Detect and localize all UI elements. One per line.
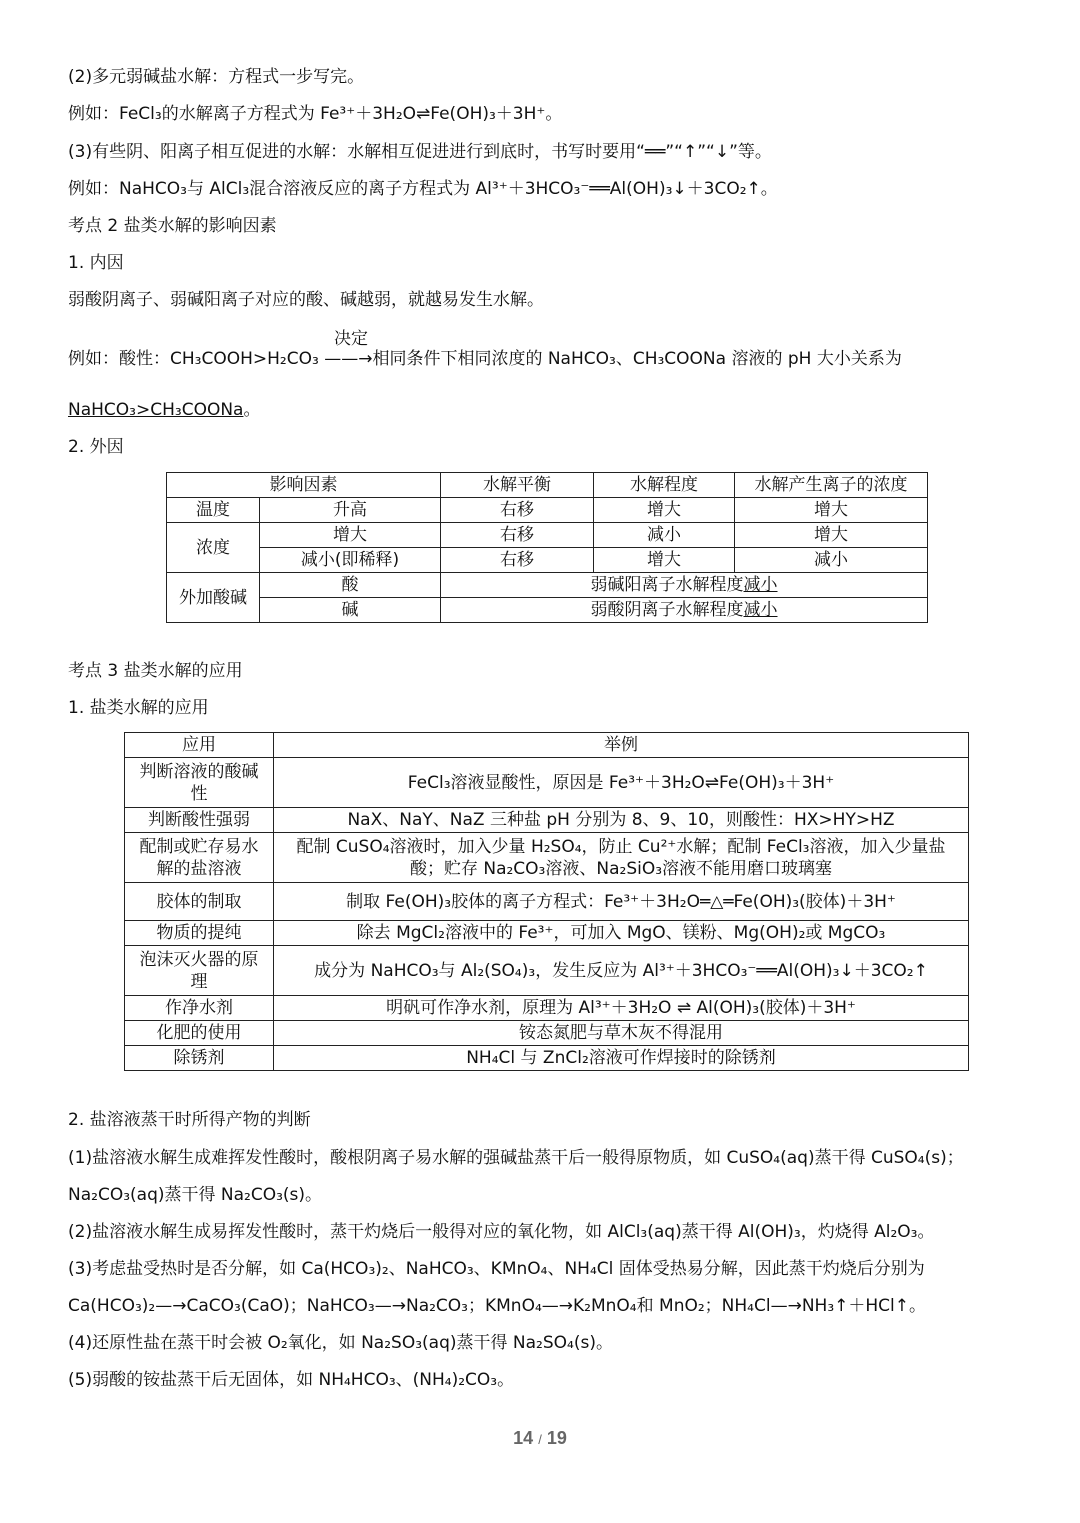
table-cell: 配制 CuSO₄溶液时，加入少量 H₂SO₄，防止 Cu²⁺水解；配制 FeCl₃溶液，加入少量盐酸；贮存 Na₂CO₃溶液、Na₂SiO₃溶液不能用磨口玻璃塞	[274, 833, 969, 883]
cell-underlined: 减小	[743, 600, 778, 620]
table-cell: 右移	[441, 523, 594, 548]
period: 。	[243, 400, 261, 420]
subheading: 2. 外因	[68, 437, 124, 457]
subheading: 2. 盐溶液蒸干时所得产物的判断	[68, 1110, 311, 1130]
table-cell: 成分为 NaHCO₃与 Al₂(SO₄)₃，发生反应为 Al³⁺＋3HCO₃⁻══Al(OH)₃↓＋3CO₂↑	[274, 946, 969, 996]
table-cell: 增大	[735, 498, 928, 523]
table-cell: 减小	[735, 548, 928, 573]
text-line: (3)有些阴、阳离子相互促进的水解：水解相互促进进行到底时，书写时要用“══”“↑”“↓”等。	[68, 142, 772, 162]
table-cell: 减小(即稀释)	[260, 548, 441, 573]
current-page: 14	[513, 1428, 534, 1448]
table-header: 应用	[125, 733, 274, 758]
table-cell: 右移	[441, 548, 594, 573]
text-line: 例如：FeCl₃的水解离子方程式为 Fe³⁺＋3H₂O⇌Fe(OH)₃＋3H⁺。	[68, 104, 563, 124]
table-cell: 铵态氮肥与草木灰不得混用	[274, 1021, 969, 1046]
text-line: 弱酸阴离子、弱碱阳离子对应的酸、碱越弱，就越易发生水解。	[68, 290, 544, 310]
page-separator: /	[538, 1432, 542, 1447]
text-line: (1)盐溶液水解生成难挥发性酸时，酸根阴离子易水解的强碱盐蒸干后一般得原物质，如 CuSO₄(aq)蒸干得 CuSO₄(s)；	[68, 1148, 964, 1168]
text-line: (2)盐溶液水解生成易挥发性酸时，蒸干灼烧后一般得对应的氧化物，如 AlCl₃(aq)蒸干得 Al(OH)₃，灼烧得 Al₂O₃。	[68, 1222, 935, 1242]
table-cell: 泡沫灭火器的原理	[125, 946, 274, 996]
cell-underlined: 减小	[743, 575, 778, 595]
table-cell: 减小	[594, 523, 735, 548]
table-cell: 判断溶液的酸碱性	[125, 758, 274, 808]
table-cell: 化肥的使用	[125, 1021, 274, 1046]
text-line: 例如：酸性：CH₃COOH>H₂CO₃ ——→相同条件下相同浓度的 NaHCO₃、CH₃COONa 溶液的 pH 大小关系为	[68, 349, 902, 369]
table-cell	[441, 573, 928, 598]
table-cell: 除去 MgCl₂溶液中的 Fe³⁺，可加入 MgO、镁粉、Mg(OH)₂或 MgCO₃	[274, 921, 969, 946]
table-cell: 制取 Fe(OH)₃胶体的离子方程式：Fe³⁺＋3H₂O═△═Fe(OH)₃(胶体)＋3H⁺	[274, 883, 969, 921]
table-cell	[441, 598, 928, 623]
text-line: Ca(HCO₃)₂—→CaCO₃(CaO)；NaHCO₃—→Na₂CO₃；KMnO₄—→K₂MnO₄和 MnO₂；NH₄Cl—→NH₃↑＋HCl↑。	[68, 1296, 926, 1316]
table-header: 水解平衡	[441, 473, 594, 498]
table-header: 举例	[274, 733, 969, 758]
page-number	[0, 1428, 1080, 1449]
table-cell: 物质的提纯	[125, 921, 274, 946]
subheading: 1. 内因	[68, 253, 124, 273]
text-line: (2)多元弱碱盐水解：方程式一步写完。	[68, 67, 365, 87]
answer-underlined: NaHCO₃>CH₃COONa	[68, 400, 244, 420]
text-line: (3)考虑盐受热时是否分解，如 Ca(HCO₃)₂、NaHCO₃、KMnO₄、NH₄Cl 固体受热易分解，因此蒸干灼烧后分别为	[68, 1259, 925, 1279]
text-line: (4)还原性盐在蒸干时会被 O₂氧化，如 Na₂SO₃(aq)蒸干得 Na₂SO₄(s)。	[68, 1333, 613, 1353]
subheading: 1. 盐类水解的应用	[68, 698, 209, 718]
table-cell: 碱	[260, 598, 441, 623]
table-header: 水解程度	[594, 473, 735, 498]
table-cell: NH₄Cl 与 ZnCl₂溶液可作焊接时的除锈剂	[274, 1046, 969, 1071]
table-header: 影响因素	[167, 473, 441, 498]
table-cell: 配制或贮存易水解的盐溶液	[125, 833, 274, 883]
table-cell: FeCl₃溶液显酸性，原因是 Fe³⁺＋3H₂O⇌Fe(OH)₃＋3H⁺	[274, 758, 969, 808]
table-cell: 温度	[167, 498, 260, 523]
arrow-label: 决定	[334, 329, 368, 349]
text-line	[68, 399, 260, 421]
applications-table	[124, 732, 969, 1071]
table-header: 水解产生离子的浓度	[735, 473, 928, 498]
table-cell: 增大	[260, 523, 441, 548]
table-cell: 增大	[594, 498, 735, 523]
section-heading: 考点 3 盐类水解的应用	[68, 661, 243, 681]
table-cell: 作净水剂	[125, 996, 274, 1021]
cell-text: 弱酸阴离子水解程度	[590, 600, 744, 620]
table-cell: 胶体的制取	[125, 883, 274, 921]
table-cell: 除锈剂	[125, 1046, 274, 1071]
table-cell: NaX、NaY、NaZ 三种盐 pH 分别为 8、9、10，则酸性：HX>HY>HZ	[274, 808, 969, 833]
table-cell: 判断酸性强弱	[125, 808, 274, 833]
table-cell: 酸	[260, 573, 441, 598]
total-pages: 19	[546, 1428, 567, 1448]
table-cell: 升高	[260, 498, 441, 523]
text-line: (5)弱酸的铵盐蒸干后无固体，如 NH₄HCO₃、(NH₄)₂CO₃。	[68, 1370, 515, 1390]
table-cell: 右移	[441, 498, 594, 523]
factors-table	[166, 472, 928, 623]
cell-text: 弱碱阳离子水解程度	[590, 575, 744, 595]
table-cell: 浓度	[167, 523, 260, 573]
text-line: 例如：NaHCO₃与 AlCl₃混合溶液反应的离子方程式为 Al³⁺＋3HCO₃⁻══Al(OH)₃↓＋3CO₂↑。	[68, 179, 778, 199]
table-cell: 外加酸碱	[167, 573, 260, 623]
table-cell: 增大	[735, 523, 928, 548]
table-cell: 增大	[594, 548, 735, 573]
text-line: Na₂CO₃(aq)蒸干得 Na₂CO₃(s)。	[68, 1185, 323, 1205]
table-cell: 明矾可作净水剂，原理为 Al³⁺＋3H₂O ⇌ Al(OH)₃(胶体)＋3H⁺	[274, 996, 969, 1021]
section-heading: 考点 2 盐类水解的影响因素	[68, 216, 277, 236]
